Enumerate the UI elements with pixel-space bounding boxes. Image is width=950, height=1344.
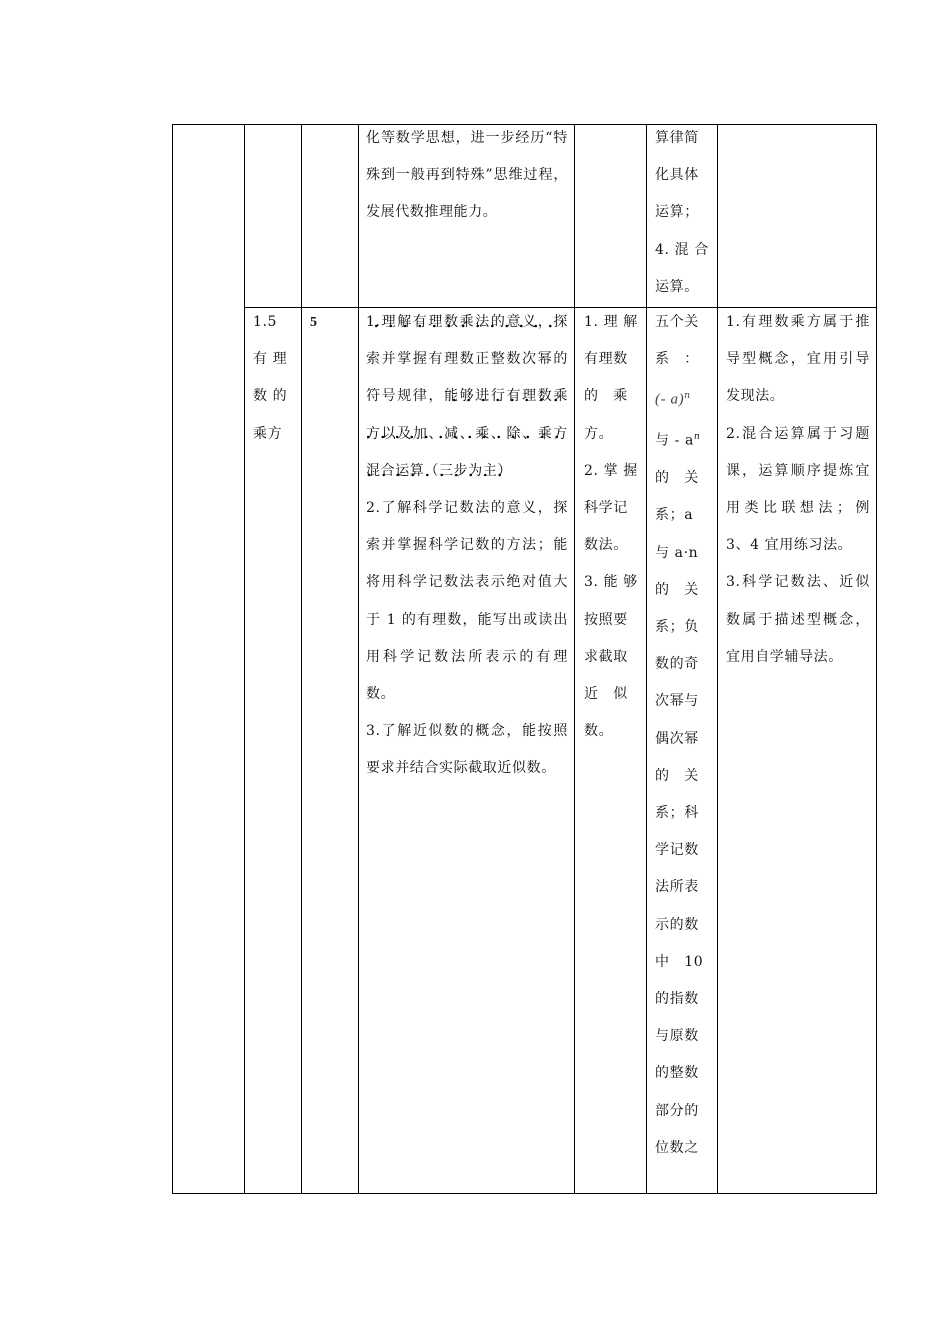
goal-3: 3.了解近似数的概念，能按照要求并结合实际截取近似数。 <box>366 723 568 777</box>
col-divider <box>574 124 575 1194</box>
suggestion-3: 3.科学记数法、近似数属于描述型概念，宜用自学辅导法。 <box>726 574 870 665</box>
goal-1-text: 探索并掌握有理数正整数次幂的符号规律， <box>366 314 568 405</box>
goal-1-emphasis: 1.理解有理数乘法的意义， <box>366 314 554 330</box>
section-suggestions <box>726 304 870 676</box>
col-divider <box>244 124 245 1194</box>
power-expression: (- a)$^n$ <box>655 391 691 409</box>
section-hours: 5 <box>310 315 318 330</box>
top-row-goals: 化等数学思想，进一步经历“特殊到一般再到特殊”思维过程，发展代数推理能力。 <box>366 130 568 221</box>
suggestion-1: 1.有理数乘方属于推导型概念，宜用引导发现法。 <box>726 314 870 405</box>
suggestion-2: 2.混合运算属于习题课，运算顺序提炼宜用类比联想法；例 3、4 宜用练习法。 <box>726 425 870 554</box>
col-divider <box>301 124 302 1194</box>
col-divider <box>717 124 718 1194</box>
section-title: 1.5 有 理 数 的 乘方 <box>253 314 288 442</box>
goal-1-emphasis-2: 能够进行有理数乘方以及加、减、乘、除、乘方混合运算（三步为主） <box>366 388 568 479</box>
section-difficulty: 五个关 系 ： (- a)$^n$ 与 - $a^n$ 的 关 系；a 与 a·n 的 关 系；负 数的奇 次幂与 偶次幂 的 关 系；科 学记数 法所表 示的数 中 10 的指数 与原数 的整数 部分的 位数之 <box>655 304 713 1194</box>
goal-2: 2.了解科学记数法的意义，探索并掌握科学记数的方法；能将用科学记数法表示绝对值大于 1 的有理数，能写出或读出用科学记数法所表示的有理数。 <box>366 500 568 703</box>
section-goals <box>366 304 568 788</box>
col-divider <box>358 124 359 1194</box>
section-key-points: 1. 理 解 有理数 的 乘 方。 2. 掌 握 科学记 数法。 3. 能 够 按照要 求截取 近 似 数。 <box>584 314 638 740</box>
top-row-difficulty: 算律简 化具体 运算； 4. 混 合 运算。 <box>655 130 709 295</box>
col-divider <box>646 124 647 1194</box>
